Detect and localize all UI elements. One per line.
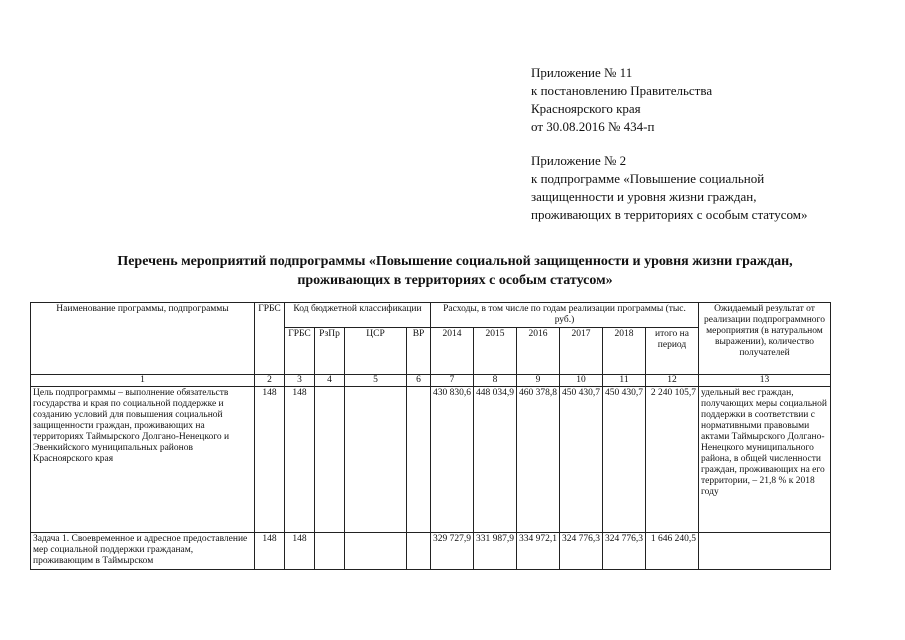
row-2016: 460 378,8	[517, 387, 560, 533]
subheader-csr: ЦСР	[345, 328, 407, 375]
index-cell: 2	[255, 375, 285, 387]
appendix-line: Приложение № 2	[531, 153, 627, 168]
appendix-line: от 30.08.2016 № 434-п	[531, 119, 655, 134]
index-cell: 12	[646, 375, 699, 387]
row-csr	[345, 533, 407, 570]
measures-table	[30, 302, 831, 570]
header-result: Ожидаемый результат от реализации подпрограммного мероприятия (в натуральном выражении), количество получателей	[699, 303, 831, 375]
subheader-2014: 2014	[431, 328, 474, 375]
subheader-grbs: ГРБС	[285, 328, 315, 375]
subheader-total: итого на период	[646, 328, 699, 375]
index-cell: 3	[285, 375, 315, 387]
row-2018: 450 430,7	[603, 387, 646, 533]
appendix-line: к постановлению Правительства	[531, 83, 713, 98]
appendix-line: Красноярского края	[531, 101, 641, 116]
row-result	[699, 533, 831, 570]
subheader-2015: 2015	[474, 328, 517, 375]
subheader-2018: 2018	[603, 328, 646, 375]
appendix-line: к подпрограмме «Повышение социальной	[531, 171, 765, 186]
header-row	[31, 303, 831, 328]
row-2016: 334 972,1	[517, 533, 560, 570]
row-2014: 430 830,6	[431, 387, 474, 533]
row-2017: 324 776,3	[560, 533, 603, 570]
row-grbs: 148	[255, 533, 285, 570]
row-result: удельный вес граждан, получающих меры социальной поддержки в соответствии с нормативными правовыми актами Таймырского Долгано-Ненецкого муниципального района, в общей численности граждан, проживающих на его территории, – 21,8 % к 2018 году	[699, 387, 831, 533]
appendix-gap	[531, 136, 807, 152]
index-cell: 5	[345, 375, 407, 387]
header-code: Код бюджетной классификации	[285, 303, 431, 328]
subheader-2017: 2017	[560, 328, 603, 375]
row-rzpr	[315, 387, 345, 533]
header-expenses: Расходы, в том числе по годам реализации программы (тыс. руб.)	[431, 303, 699, 328]
index-cell: 4	[315, 375, 345, 387]
table-row	[31, 387, 831, 533]
index-cell: 9	[517, 375, 560, 387]
row-2014: 329 727,9	[431, 533, 474, 570]
row-name: Задача 1. Своевременное и адресное предоставление мер социальной поддержки гражданам, проживающим в Таймырском	[31, 533, 255, 570]
index-cell: 8	[474, 375, 517, 387]
table-row	[31, 533, 831, 570]
index-cell: 10	[560, 375, 603, 387]
subheader-vr: ВР	[407, 328, 431, 375]
row-csr	[345, 387, 407, 533]
row-name: Цель подпрограммы – выполнение обязательств государства и края по социальной поддержке и созданию условий для повышения социальной защищенности граждан, проживающих на территориях Таймырского Долгано-Ненецкого и Эвенкийского муниципальных районов Красноярского края	[31, 387, 255, 533]
document-title	[60, 252, 850, 290]
subheader-rzpr: РзПр	[315, 328, 345, 375]
title-line: Перечень мероприятий подпрограммы «Повышение социальной защищенности и уровня жизни граждан,	[117, 254, 793, 269]
header-grbs: ГРБС	[255, 303, 285, 375]
row-2015: 448 034,9	[474, 387, 517, 533]
index-cell: 13	[699, 375, 831, 387]
row-code-grbs: 148	[285, 533, 315, 570]
appendix-line: Приложение № 11	[531, 65, 633, 80]
row-total: 1 646 240,5	[646, 533, 699, 570]
appendix-line: проживающих в территориях с особым статусом»	[531, 207, 808, 222]
row-2015: 331 987,9	[474, 533, 517, 570]
row-vr	[407, 387, 431, 533]
row-rzpr	[315, 533, 345, 570]
index-cell: 6	[407, 375, 431, 387]
header-name: Наименование программы, подпрограммы	[31, 303, 255, 375]
title-line: проживающих в территориях с особым статусом»	[297, 273, 613, 288]
index-cell: 11	[603, 375, 646, 387]
row-code-grbs: 148	[285, 387, 315, 533]
row-2017: 450 430,7	[560, 387, 603, 533]
index-cell: 1	[31, 375, 255, 387]
row-2018: 324 776,3	[603, 533, 646, 570]
row-total: 2 240 105,7	[646, 387, 699, 533]
row-grbs: 148	[255, 387, 285, 533]
index-row	[31, 375, 831, 387]
row-vr	[407, 533, 431, 570]
appendix-block	[531, 64, 807, 224]
index-cell: 7	[431, 375, 474, 387]
appendix-line: защищенности и уровня жизни граждан,	[531, 189, 757, 204]
subheader-2016: 2016	[517, 328, 560, 375]
